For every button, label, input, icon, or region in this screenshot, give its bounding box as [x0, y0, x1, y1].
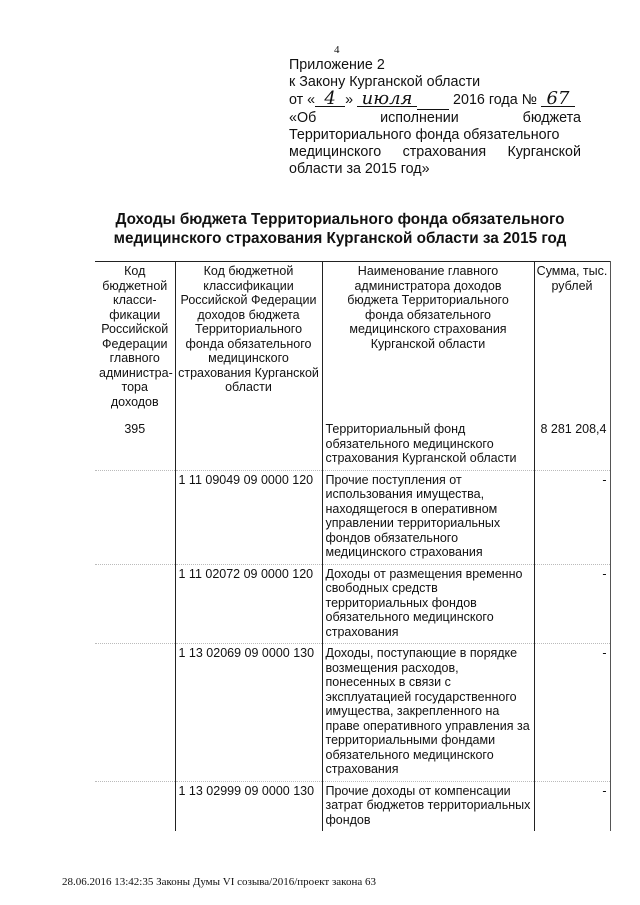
header-admin-name: Наименование главного администратора доходов бюджета Территориального фонда обязательного медицинского страхования Курганской области [322, 262, 534, 421]
cell-name: Территориальный фонд обязательного медицинского страхования Курганской области [322, 420, 534, 470]
cell-admin-code [95, 644, 175, 782]
table-row [95, 470, 610, 564]
quote-close: » [345, 92, 354, 108]
cell-admin-code: 395 [124, 422, 146, 436]
cell-budget-code: 1 13 02069 09 0000 130 [175, 644, 322, 782]
handwritten-day: 4 [315, 91, 345, 107]
subject-word: исполнении [380, 110, 459, 126]
subject-line-3 [289, 144, 581, 161]
subject-line-2: Территориального фонда обязательного [289, 127, 560, 143]
cell-amount: 8 281 208,4 [534, 420, 610, 470]
table-row [95, 420, 610, 470]
cell-amount: - [534, 470, 610, 564]
cell-amount: - [534, 564, 610, 644]
revenue-table [95, 261, 611, 831]
header-amount: Сумма, тыс. рублей [534, 262, 610, 421]
table-header-row [95, 262, 610, 421]
appendix-line-1: Приложение 2 [289, 57, 385, 73]
quote-open: « [307, 92, 316, 108]
cell-name: Доходы, поступающие в порядке возмещения расходов, понесенных в связи с эксплуатацией государственного имущества, закрепленного на праве оперативного управления за территориальными фондами обязательного медицинского страхования [322, 644, 534, 782]
table-row [95, 644, 610, 782]
year-text: 2016 года № [453, 92, 537, 108]
subject-word: бюджета [522, 110, 581, 126]
subject-word: «Об [289, 110, 317, 126]
cell-amount: - [534, 781, 610, 831]
header-admin-code: Код бюджетной класси-фикации Российской Федерации главного администра-тора доходов [95, 262, 175, 421]
appendix-date-line [289, 88, 581, 110]
subject-word: страхования [402, 144, 487, 160]
appendix-header [289, 57, 581, 178]
subject-word: Курганской [507, 144, 581, 160]
header-budget-code: Код бюджетной классификации Российской Федерации доходов бюджета Территориального фонда обязательного медицинского страхования Курганской области [175, 262, 322, 421]
date-prefix: от [289, 92, 304, 108]
print-footer: 28.06.2016 13:42:35 Законы Думы VI созыва/2016/проект закона 63 [62, 876, 376, 888]
cell-budget-code [175, 420, 322, 470]
cell-budget-code: 1 13 02999 09 0000 130 [175, 781, 322, 831]
title-line-2: медицинского страхования Курганской области за 2015 год [113, 230, 567, 247]
subject-line-4: области за 2015 год» [289, 161, 430, 177]
signature-blank [417, 92, 449, 110]
table-row [95, 564, 610, 644]
cell-admin-code [95, 781, 175, 831]
cell-name: Прочие поступления от использования имущества, находящегося в оперативном управлении территориальных фондов обязательного медицинского страхования [322, 470, 534, 564]
subject-line-1 [289, 110, 581, 127]
cell-budget-code: 1 11 02072 09 0000 120 [175, 564, 322, 644]
cell-name: Доходы от размещения временно свободных средств территориальных фондов обязательного медицинского страхования [322, 564, 534, 644]
appendix-line-2: к Закону Курганской области [289, 74, 481, 90]
cell-name: Прочие доходы от компенсации затрат бюджетов территориальных фондов [322, 781, 534, 831]
document-title [90, 210, 590, 248]
cell-amount: - [534, 644, 610, 782]
subject-word: медицинского [289, 144, 382, 160]
handwritten-month: июля [357, 91, 417, 107]
title-line-1: Доходы бюджета Территориального фонда обязательного [115, 211, 565, 228]
handwritten-number: 67 [541, 91, 575, 107]
cell-admin-code [95, 470, 175, 564]
table-row [95, 781, 610, 831]
cell-budget-code: 1 11 09049 09 0000 120 [175, 470, 322, 564]
page-number: 4 [334, 44, 340, 56]
cell-admin-code [95, 564, 175, 644]
